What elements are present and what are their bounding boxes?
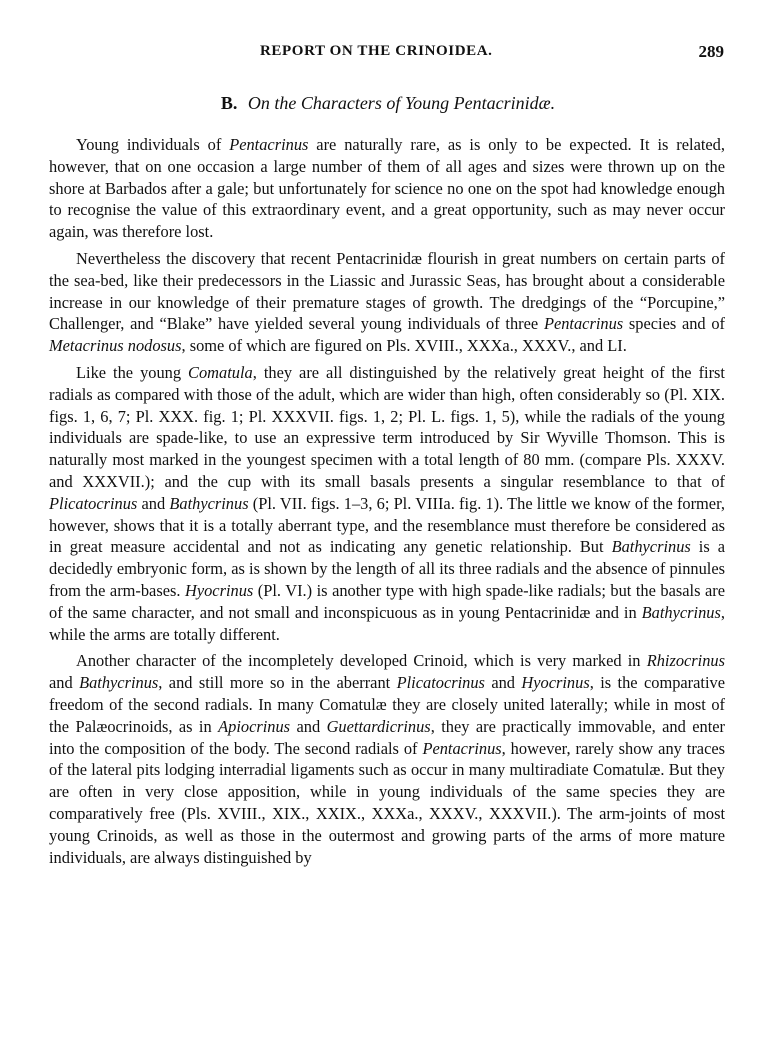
italic-term: Bathycrinus xyxy=(611,537,691,557)
text-run: is a decidedly embryonic form, as is shown by the length of all its three radials and the absence of pinnules from the arm-bases. xyxy=(49,537,725,600)
text-run: and xyxy=(290,716,327,736)
text-run: and xyxy=(484,673,522,693)
paragraph xyxy=(49,362,725,645)
italic-term: Bathycrinus xyxy=(641,602,721,622)
text-run: and xyxy=(137,493,170,513)
text-run: (Pl. VI.) is another type with high spade-like radials; but the basals are of the same character, and not small and inconspicuous as in young Pentacrinidæ and in xyxy=(49,580,726,622)
italic-term: Pentacrinus xyxy=(229,135,309,154)
section-letter: B. xyxy=(220,93,238,113)
italic-term: Hyocrinus xyxy=(521,673,590,693)
text-run: Nevertheless the discovery that recent Pentacrinidæ flourish in great numbers on certain parts of the sea-bed, like their predecessors in the Liassic and Jurassic Seas, has brought about a considerable increase in our knowledge of their premature stages of growth. The dredgings of the “Porcupine,” Challenger, and “Blake” have yielded several young individuals of three xyxy=(49,248,725,334)
body-text xyxy=(49,134,725,873)
italic-term: Pentacrinus xyxy=(422,738,502,758)
text-run: Another character of the incompletely developed Crinoid, which is very marked in xyxy=(76,651,647,671)
italic-term: Apiocrinus xyxy=(218,716,291,736)
italic-term: Bathycrinus xyxy=(169,493,249,513)
italic-term: Hyocrinus xyxy=(184,580,254,600)
text-run: Like the young xyxy=(76,362,189,382)
italic-term: Bathycrinus xyxy=(79,673,159,693)
text-run: , however, rarely show any traces of the lateral pits lodging interradial ligaments such as occur in many multiradiate Comatulæ. But they are often in very close apposition, while in young individuals of the same species they are comparatively free (Pls. XVIII., XIX., XXIX., XXXa., XXXV., XXXVII.). The arm-joints of most young Crinoids, as well as those in the outermost and growing parts of the arms of more mature individuals, are always distinguished by xyxy=(49,738,725,867)
text-run: , they are practically immovable, and enter into the composition of the body. The second radials of xyxy=(49,716,725,758)
section-title: On the Characters of Young Pentacrinidæ. xyxy=(247,93,556,113)
text-run: and xyxy=(49,673,80,693)
paragraph xyxy=(49,248,725,357)
paragraph xyxy=(49,650,725,868)
text-run: , and still more so in the aberrant xyxy=(158,673,397,693)
text-run: Young individuals of xyxy=(76,135,230,154)
italic-term: Comatula xyxy=(188,362,253,382)
text-run: species and of xyxy=(623,314,725,334)
text-run: , some of which are figured on Pls. XVIII., XXXa., XXXV., and LI. xyxy=(181,336,627,356)
text-run: (Pl. VII. figs. 1–3, 6; Pl. VIIIa. fig. 1). The little we know of the former, however, shows that it is a totally aberrant type, and the resemblance must therefore be considered as in great measure accidental and not as indicating any genetic relationship. But xyxy=(49,493,725,557)
paragraph xyxy=(49,134,725,243)
text-run: , while the arms are totally different. xyxy=(49,602,725,644)
italic-term: Pentacrinus xyxy=(543,314,624,334)
italic-term: Guettardicrinus xyxy=(326,716,431,736)
italic-term: Rhizocrinus xyxy=(646,651,725,671)
section-heading xyxy=(0,93,776,114)
italic-term: Plicatocrinus xyxy=(396,673,485,693)
text-run: , they are all distinguished by the relatively great height of the first radials as compared with those of the adult, which are wider than high, often considerably so (Pl. XIX. figs. 1, 6, 7; Pl. XXX. fig. 1; Pl. XXXVII. figs. 1, 2; Pl. L. figs. 1, 5), while the radials of the young individuals are spade-like, to use an expressive term introduced by Sir Wyville Thomson. This is naturally most marked in the youngest specimen with a total length of 80 mm. (compare Pls. XXXV. and XXXVII.); and the cup with its small basals presents a singular resemblance to that of xyxy=(49,362,725,491)
italic-term: Plicatocrinus xyxy=(49,493,138,513)
text-run: , is the comparative freedom of the second radials. In many Comatulæ they are closely united laterally; while in most of the Palæocrinoids, as in xyxy=(49,673,725,736)
page-number: 289 xyxy=(698,42,724,61)
text-run: are naturally rare, as is only to be expected. It is related, however, that on one occasion a large number of them of all ages and sizes were thrown up on the shore at Barbados after a gale; but unfortunately for science no one on the spot had knowledge enough to recognise the value of this extraordinary event, and a great opportunity, such as may never occur again, was therefore lost. xyxy=(49,135,725,242)
running-head-title: REPORT ON THE CRINOIDEA. xyxy=(260,43,493,59)
italic-term: Metacrinus nodosus xyxy=(49,336,182,356)
